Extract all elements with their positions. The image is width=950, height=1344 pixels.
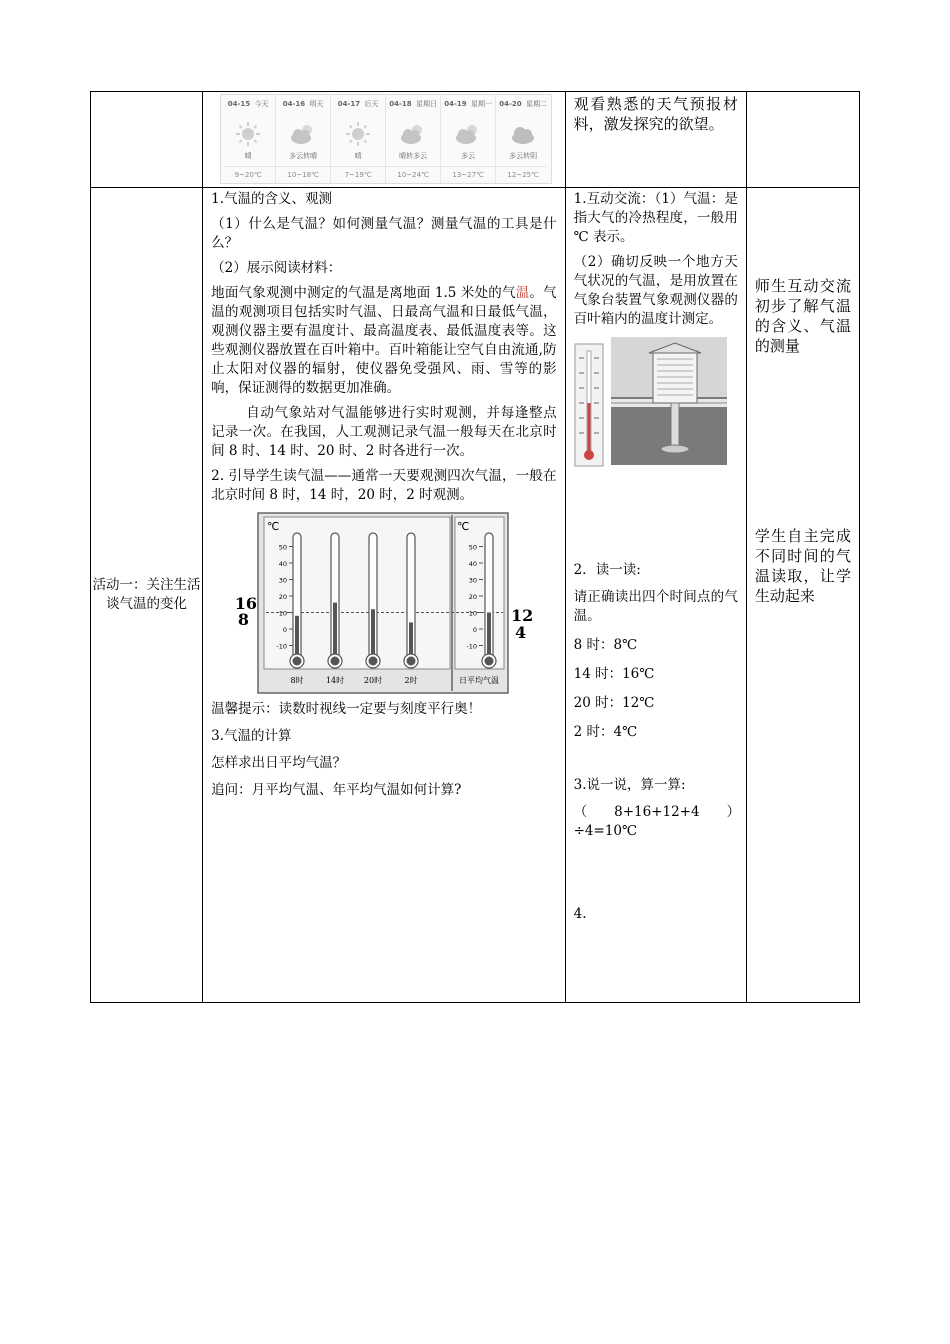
time-label: 8时 (290, 676, 304, 685)
tick-label-avg: 30 (468, 576, 478, 585)
weather-date: 04-18 星期日 (389, 100, 438, 108)
sun-icon (221, 121, 275, 147)
unit-label-left: ℃ (267, 520, 280, 533)
weather-condition: 晴转多云 (399, 152, 428, 160)
cell-intent (746, 188, 859, 1003)
thermometer-1-bulb (331, 657, 340, 666)
cloud-icon (496, 121, 550, 147)
calc-line-1: （ 8+16+12+4 ） (573, 804, 741, 820)
tick-label-avg: 40 (468, 560, 478, 568)
cell-student (565, 188, 746, 1003)
intent-1: 师生互动交流初步了解气温的含义、气温的测量 (754, 277, 851, 355)
weather-condition: 晴 (244, 152, 252, 160)
weather-temp: 10~24℃ (397, 171, 429, 179)
weather-date: 04-15 今天 (227, 100, 269, 108)
thermometer-0-bulb (293, 657, 302, 666)
student-3: 2．读一读: (573, 562, 641, 578)
calc-line-2: ÷4=10℃ (573, 823, 638, 839)
weather-condition: 多云 (461, 152, 476, 160)
left-value-top: 16 (234, 594, 258, 613)
weather-temp: 12~25℃ (507, 171, 539, 179)
cell-intent-empty (746, 92, 859, 188)
cloud-sun-icon (441, 121, 495, 147)
weather-condition: 多云转阴 (509, 152, 538, 160)
thermometer-figure (211, 511, 556, 696)
student-7: 4. (573, 906, 587, 922)
row-activity-one (91, 188, 860, 1003)
reading-14h: 14 时：16℃ (573, 666, 655, 682)
lesson-plan-table (90, 91, 860, 1003)
student-5: 3.说一说，算一算: (573, 777, 686, 793)
weather-temp: 7~19℃ (344, 171, 372, 179)
left-value-bottom: 8 (238, 610, 250, 629)
main-panel (264, 517, 450, 669)
weather-date: 04-19 星期一 (444, 100, 493, 108)
tick-label-avg: -10 (466, 642, 478, 651)
temp-bar (225, 166, 547, 183)
heading-1: 1.气温的含义、观测 (211, 191, 333, 207)
reading-20h: 20 时：12℃ (573, 695, 655, 711)
thermometer-photo (574, 343, 604, 469)
cell-teacher (203, 188, 565, 1003)
weather-date: 04-16 明天 (282, 100, 324, 108)
thermometer-2-mercury (371, 609, 375, 661)
stevenson-screen-photo (611, 337, 727, 465)
tick-label-avg: 20 (468, 593, 478, 601)
weather-forecast-strip (220, 94, 552, 184)
row-intro (91, 92, 860, 188)
tick-label: 10 (278, 609, 288, 618)
question-3: 怎样求出日平均气温？ (211, 755, 347, 771)
weather-temp: 10~18℃ (287, 171, 319, 179)
right-value-top: 12 (511, 606, 534, 625)
tick-label: 40 (278, 560, 288, 568)
thermometer-3-bulb (407, 657, 416, 666)
cell-activity-empty (91, 92, 203, 188)
sun-icon (331, 121, 385, 147)
reading-2: 自动气象站对气温能够进行实时观测，并每逢整点记录一次。在我国，人工观测记录气温一般每天在北京时间 8 时、14 时、20 时、2 时各进行一次。 (211, 405, 557, 459)
question-1: （1）什么是气温？如何测量气温？测量气温的工具是什么？ (211, 216, 557, 251)
reading-1: 地面气象观测中测定的气温是离地面 1.5 米处的气温。气温的观测项目包括实时气温、日最高气温和日最低气温，观测仪器主要有温度计、最高温度表、最低温度表等。这些观测仪器放置在百叶箱中。百叶箱能让空气自由流通,防止太阳对仪器的辐射，使仪器免受强风、雨、雪等的影响，保证测得的数据更加准确。 (211, 285, 557, 396)
average-panel (455, 517, 504, 669)
tick-label-avg: 0 (473, 626, 478, 634)
question-2: （2）展示阅读材料： (211, 260, 342, 276)
cloud-sun-icon (386, 121, 440, 147)
thermometer-1-mercury (333, 603, 337, 661)
heading-3: 3.气温的计算 (211, 728, 292, 744)
right-value-bottom: 4 (515, 623, 527, 642)
average-label: 日平均气温 (459, 676, 500, 685)
time-label: 20时 (364, 676, 383, 685)
weather-condition: 晴 (354, 152, 362, 160)
weather-condition: 多云转晴 (289, 152, 318, 160)
time-label: 2时 (404, 676, 418, 685)
unit-label-right: ℃ (457, 520, 470, 533)
reading-2h: 2 时：4℃ (573, 724, 638, 740)
tick-label: 50 (278, 543, 288, 552)
weather-date: 04-17 后天 (337, 100, 379, 108)
tick-label: -10 (276, 642, 288, 651)
tick-label: 30 (278, 576, 288, 585)
time-label: 14时 (326, 676, 345, 685)
activity-name: 活动一：关注生活谈气温的变化 (92, 577, 201, 612)
tick-label: 0 (283, 626, 288, 634)
cell-student-intro (565, 92, 746, 188)
instrument-images (574, 337, 738, 465)
intent-2: 学生自主完成不同时间的气温读取，让学生动起来 (754, 527, 851, 605)
activity-name-cell (91, 188, 203, 1003)
cell-weather (203, 92, 565, 188)
student-4: 请正确读出四个时间点的气温。 (573, 589, 738, 624)
tick-label-avg: 10 (468, 609, 478, 618)
weather-temp: 13~27℃ (452, 171, 484, 179)
tick-label-avg: 50 (468, 543, 478, 552)
student-1: 1.互动交流：（1）气温：是指大气的冷热程度，一般用 ℃ 表示。 (573, 191, 738, 245)
heading-2: 2. 引导学生读气温——通常一天要观测四次气温，一般在北京时间 8 时，14 时，20 时，2 时观测。 (211, 468, 557, 503)
reading-tip: 温馨提示：读数时视线一定要与刻度平行奥！ (211, 701, 482, 717)
student-2: （2）确切反映一个地方天气状况的气温，是用放置在气象台装置气象观测仪器的百叶箱内的温度计测定。 (573, 254, 738, 327)
weather-temp: 9~20℃ (234, 171, 262, 179)
thermometer-2-bulb (369, 657, 378, 666)
reading-8h: 8 时：8℃ (573, 637, 638, 653)
question-4: 追问：月平均气温、年平均气温如何计算? (211, 782, 462, 798)
cloud-sun-icon (276, 121, 330, 147)
thermometer-average-bulb (485, 657, 494, 666)
weather-date: 04-20 星期二 (499, 100, 548, 108)
tick-label: 20 (278, 593, 288, 601)
student-intro-text: 观看熟悉的天气预报材料，激发探究的欲望。 (573, 95, 738, 133)
